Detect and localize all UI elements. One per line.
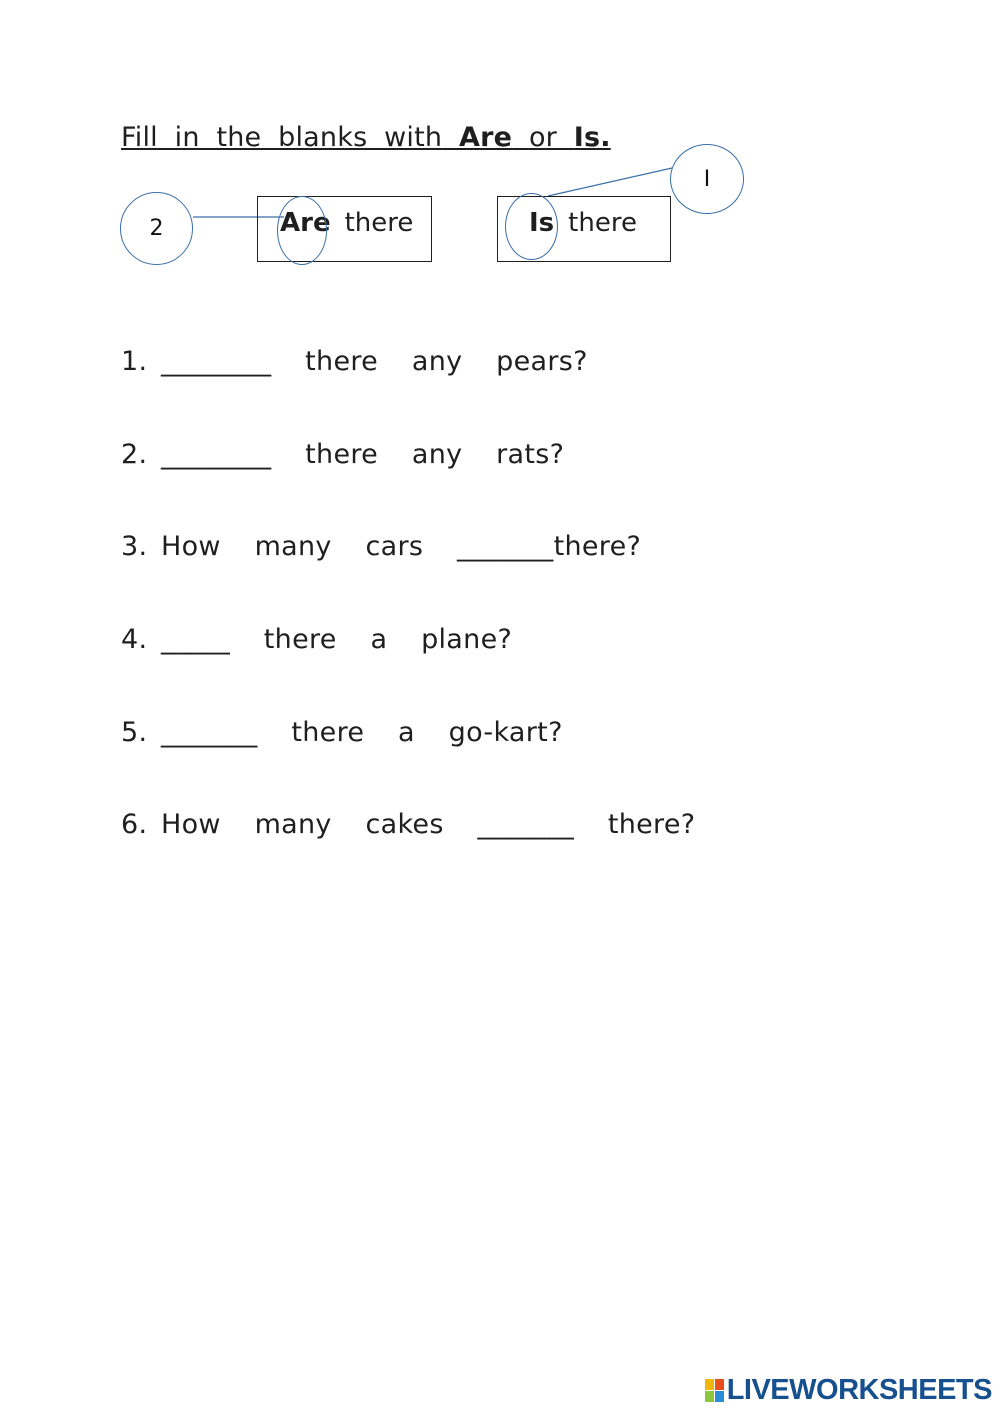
word-bank-is-there-text: there	[568, 208, 637, 238]
title-prefix: Fill in the blanks with	[121, 122, 443, 153]
question-text: _____ there a plane?	[161, 624, 513, 655]
question-number: 4.	[121, 624, 148, 655]
question-number: 5.	[121, 717, 148, 748]
question-4	[121, 624, 512, 655]
title-word-is: Is.	[573, 122, 611, 153]
question-text: ________ there any rats?	[161, 439, 565, 470]
title-word-are: Are	[459, 122, 513, 153]
callout-number-1: I	[670, 144, 744, 214]
callout-line-1	[548, 168, 672, 196]
question-6	[121, 809, 695, 840]
question-text: ________ there any pears?	[161, 346, 588, 377]
question-5	[121, 717, 563, 748]
question-number: 6.	[121, 809, 148, 840]
word-bank-are-there-text: there	[344, 208, 414, 238]
question-text: How many cakes _______ there?	[161, 809, 696, 840]
word-bank-is: Is	[529, 208, 555, 238]
is-highlight-ring	[505, 193, 558, 260]
question-3	[121, 531, 641, 562]
question-1	[121, 346, 588, 377]
question-number: 2.	[121, 439, 148, 470]
callout-number-2: 2	[120, 192, 193, 265]
question-text: How many cars _______there?	[161, 531, 642, 562]
are-highlight-ring	[277, 196, 327, 265]
question-2	[121, 439, 564, 470]
question-number: 1.	[121, 346, 148, 377]
question-number: 3.	[121, 531, 148, 562]
liveworksheets-logo-icon	[705, 1379, 724, 1402]
word-bank-are: Are	[280, 208, 331, 238]
liveworksheets-logo[interactable]	[705, 1374, 992, 1407]
liveworksheets-brand: LIVEWORKSHEETS	[726, 1374, 992, 1406]
question-text: _______ there a go-kart?	[161, 717, 563, 748]
title-connector: or	[528, 122, 557, 153]
